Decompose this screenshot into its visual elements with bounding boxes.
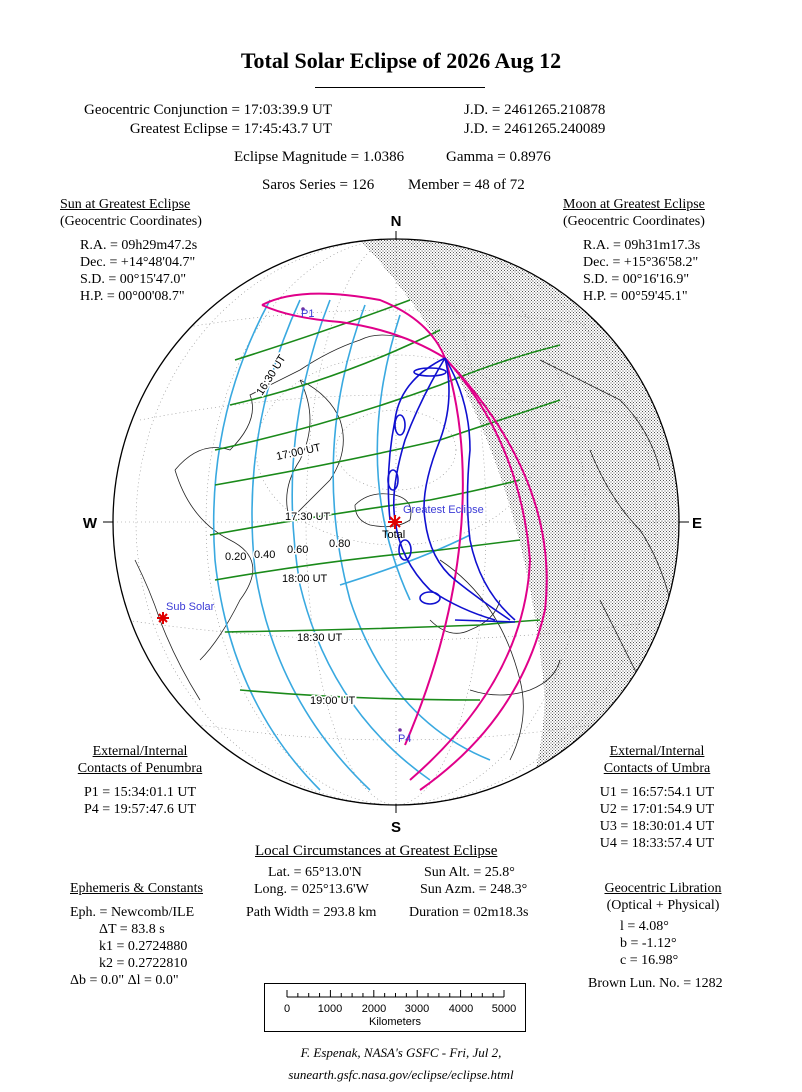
umbra-heading-2: Contacts of Umbra: [603, 761, 711, 776]
time-label-1700: 17:00 UT: [275, 441, 322, 463]
greatest-eclipse-marker: [388, 515, 402, 529]
ephemeris-block: [70, 880, 203, 989]
scale-tick-4000: 4000: [448, 1003, 474, 1015]
sun-subheading: (Geocentric Coordinates): [60, 214, 202, 229]
credit-line-2: sunearth.gsfc.nasa.gov/eclipse/eclipse.html: [288, 1067, 514, 1082]
sun-heading: Sun at Greatest Eclipse: [60, 197, 191, 212]
delta-t: ΔT = 83.8 s: [99, 922, 165, 937]
path-width: Path Width = 293.8 km: [246, 905, 377, 920]
sun-hp: H.P. = 00°00'08.7": [80, 289, 185, 304]
libration-c: c = 16.98°: [620, 953, 679, 968]
p4-contact: P4 = 19:57:47.6 UT: [83, 802, 197, 817]
greatest-eclipse-label: Greatest Eclipse: [403, 504, 484, 516]
time-label-1630: 16:30 UT: [254, 352, 289, 398]
moon-dec: Dec. = +15°36'58.2": [583, 255, 699, 270]
west-label: W: [82, 515, 97, 532]
moon-sd: S.D. = 00°16'16.9": [583, 272, 690, 287]
greatest-jd: J.D. = 2461265.240089: [464, 121, 606, 137]
scale-tick-5000: 5000: [491, 1003, 517, 1015]
libration-subheading: (Optical + Physical): [606, 898, 720, 913]
moon-ra: R.A. = 09h31m17.3s: [583, 238, 701, 253]
moon-hp: H.P. = 00°59'45.1": [583, 289, 688, 304]
p1-label: P1: [301, 308, 315, 320]
penumbra-heading-2: Contacts of Penumbra: [77, 761, 203, 776]
page-title: Total Solar Eclipse of 2026 Aug 12: [240, 48, 562, 73]
libration-l: l = 4.08°: [620, 919, 669, 934]
magnitude-label-060: 0.60: [287, 544, 309, 556]
east-label: E: [692, 515, 703, 532]
penumbra-heading-1: External/Internal: [92, 744, 188, 759]
k2: k2 = 0.2722810: [99, 956, 188, 971]
saros-series: Saros Series = 126: [262, 177, 375, 193]
libration-heading: Geocentric Libration: [604, 881, 722, 896]
magnitude-label-080: 0.80: [329, 538, 351, 550]
umbra-heading-1: External/Internal: [609, 744, 705, 759]
sun-ra: R.A. = 09h29m47.2s: [80, 238, 198, 253]
scale-unit: Kilometers: [369, 1016, 421, 1028]
duration: Duration = 02m18.3s: [409, 905, 529, 920]
moon-subheading: (Geocentric Coordinates): [563, 214, 705, 229]
south-label: S: [390, 819, 402, 836]
libration-b: b = -1.12°: [620, 936, 677, 951]
time-label-1730: 17:30 UT: [285, 511, 331, 523]
time-label-1900: 19:00 UT: [310, 695, 356, 707]
local-sun-azm: Sun Azm. = 248.3°: [420, 882, 528, 897]
magnitude-label-020: 0.20: [225, 551, 247, 563]
credit-line-1: F. Espenak, NASA's GSFC - Fri, Jul 2,: [300, 1045, 502, 1060]
saros-member: Member = 48 of 72: [408, 177, 525, 193]
local-heading: Local Circumstances at Greatest Eclipse: [255, 843, 498, 859]
conjunction-jd: J.D. = 2461265.210878: [464, 102, 606, 118]
local-long: Long. = 025°13.6'W: [254, 882, 369, 897]
u3-contact: U3 = 18:30:01.4 UT: [599, 819, 715, 834]
moon-heading: Moon at Greatest Eclipse: [563, 197, 705, 212]
sub-solar-label: Sub Solar: [166, 601, 215, 613]
libration-block: [588, 880, 738, 992]
p1-contact: P1 = 15:34:01.1 UT: [83, 785, 197, 800]
p4-label: P4: [398, 733, 412, 745]
gamma: Gamma = 0.8976: [446, 149, 551, 165]
greatest-time: Greatest Eclipse = 17:45:43.7 UT: [129, 121, 332, 137]
sub-solar-marker: [157, 612, 169, 624]
umbra-block: [592, 743, 722, 852]
u1-contact: U1 = 16:57:54.1 UT: [599, 785, 715, 800]
u2-contact: U2 = 17:01:54.9 UT: [599, 802, 715, 817]
scale-tick-1000: 1000: [317, 1003, 343, 1015]
local-lat: Lat. = 65°13.0'N: [268, 865, 362, 880]
k1: k1 = 0.2724880: [99, 939, 188, 954]
ephemeris: Eph. = Newcomb/ILE: [70, 905, 195, 920]
magnitude-label-040: 0.40: [254, 549, 276, 561]
total-label: Total: [382, 529, 406, 541]
p4-dot: [398, 728, 402, 732]
eclipse-magnitude: Eclipse Magnitude = 1.0386: [234, 149, 405, 165]
scale-tick-2000: 2000: [361, 1003, 387, 1015]
brown-lunation: Brown Lun. No. = 1282: [588, 976, 723, 991]
scale-tick-0: 0: [283, 1003, 291, 1015]
delta-b-l: Δb = 0.0" Δl = 0.0": [70, 973, 179, 988]
scale-bar: [264, 983, 526, 1032]
sun-dec: Dec. = +14°48'04.7": [80, 255, 196, 270]
u4-contact: U4 = 18:33:57.4 UT: [599, 836, 715, 851]
ephemeris-heading: Ephemeris & Constants: [70, 881, 203, 896]
time-label-1830: 18:30 UT: [297, 632, 343, 644]
scale-tick-3000: 3000: [404, 1003, 430, 1015]
conjunction-time: Geocentric Conjunction = 17:03:39.9 UT: [84, 102, 332, 118]
penumbra-block: [70, 743, 210, 818]
time-label-1800: 18:00 UT: [282, 573, 328, 585]
sun-sd: S.D. = 00°15'47.0": [80, 272, 187, 287]
local-sun-alt: Sun Alt. = 25.8°: [424, 865, 515, 880]
north-label: N: [390, 213, 402, 230]
